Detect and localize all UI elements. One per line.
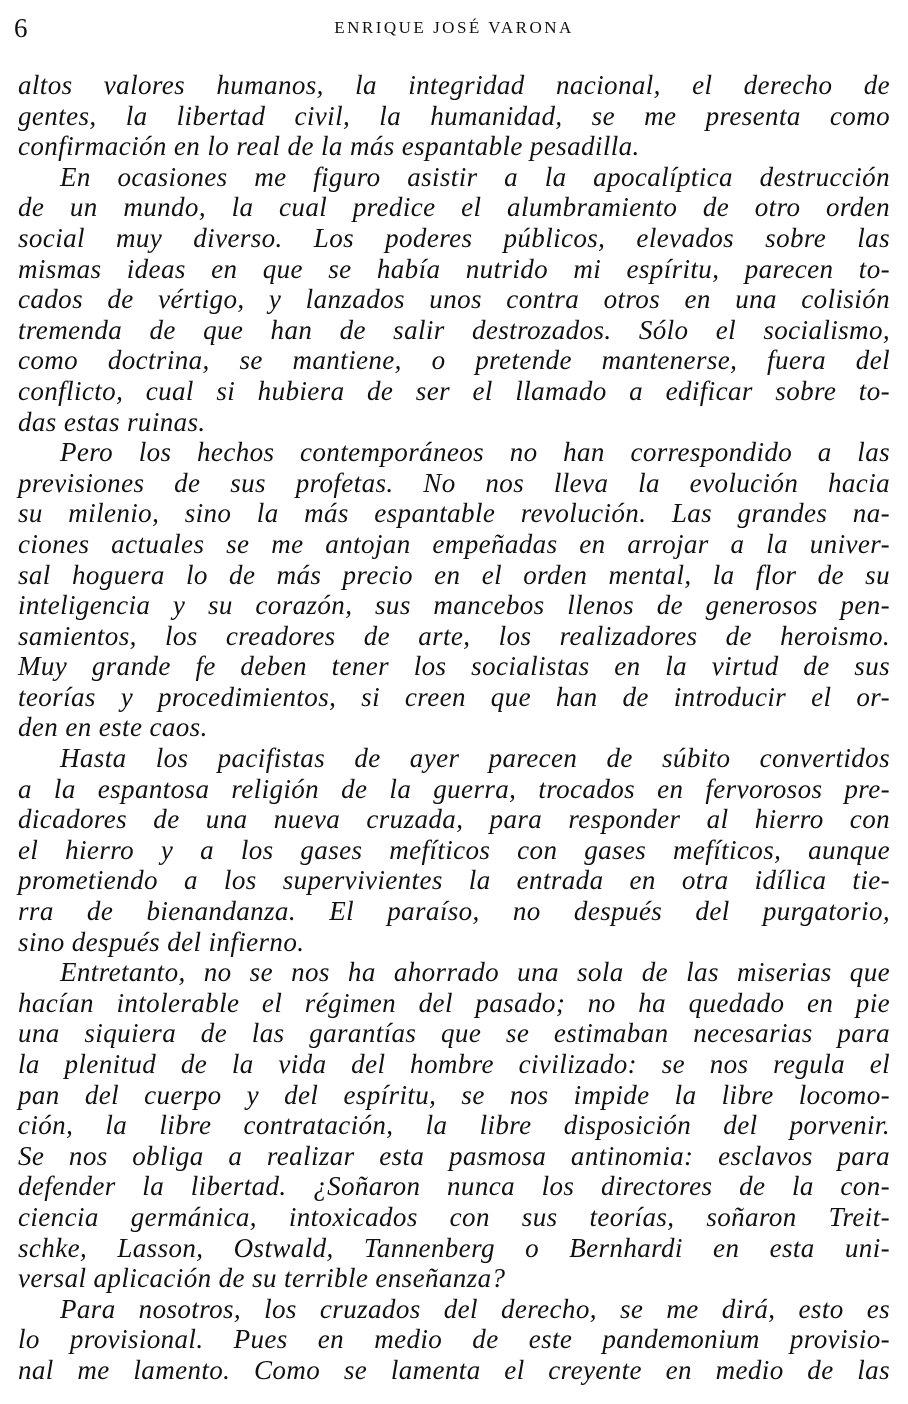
page-number: 6 <box>14 13 28 43</box>
text-line: Para nosotros, los cruzados del derecho, se me dirá, esto es <box>60 1293 890 1324</box>
text-line: gentes, la libertad civil, la humanidad, se me presenta como <box>18 100 890 131</box>
text-line: schke, Lasson, Ostwald, Tannenberg o Bernhardi en esta uni- <box>18 1232 890 1263</box>
text-line: prometiendo a los supervivientes la entrada en otra idílica tie- <box>18 865 890 896</box>
text-line: pan del cuerpo y del espíritu, se nos impide la libre locomo- <box>18 1079 890 1110</box>
text-line: Muy grande fe deben tener los socialistas en la virtud de sus <box>18 651 890 682</box>
text-line: altos valores humanos, la integridad nacional, el derecho de <box>18 70 890 100</box>
text-line: das estas ruinas. <box>18 406 206 437</box>
text-line: el hierro y a los gases mefíticos con gases mefíticos, aunque <box>18 834 890 865</box>
text-line: ción, la libre contratación, la libre disposición del porvenir. <box>18 1110 890 1141</box>
text-line: rra de bienandanza. El paraíso, no después del purgatorio, <box>18 896 890 927</box>
text-line: teorías y procedimientos, si creen que han de introducir el or- <box>18 681 890 712</box>
text-line: ciones actuales se me antojan empeñadas en arrojar a la univer- <box>18 528 890 559</box>
text-line: como doctrina, se mantiene, o pretende mantenerse, fuera del <box>18 345 890 376</box>
text-line: confirmación en lo real de la más espantable pesadilla. <box>18 131 640 162</box>
text-line: mismas ideas en que se había nutrido mi espíritu, parecen to- <box>18 253 890 284</box>
text-line: cados de vértigo, y lanzados unos contra otros en una colisión <box>18 284 890 315</box>
text-line: versal aplicación de su terrible enseñanza? <box>18 1263 506 1294</box>
text-line: tremenda de que han de salir destrozados. Sólo el socialismo, <box>18 314 890 345</box>
text-line: En ocasiones me figuro asistir a la apocalíptica destrucción <box>60 161 890 192</box>
text-line: hacían intolerable el régimen del pasado; no ha quedado en pie <box>18 987 890 1018</box>
text-line: lo provisional. Pues en medio de este pandemonium provisio- <box>18 1324 890 1355</box>
text-line: den en este caos. <box>18 712 208 743</box>
text-line: inteligencia y su corazón, sus mancebos llenos de generosos pen- <box>18 590 890 621</box>
running-head: ENRIQUE JOSÉ VARONA <box>334 18 574 37</box>
text-line: Entretanto, no se nos ha ahorrado una sola de las miserias que <box>60 957 890 988</box>
text-line: la plenitud de la vida del hombre civilizado: se nos regula el <box>18 1049 890 1079</box>
text-line: su milenio, sino la más espantable revolución. Las grandes na- <box>18 498 890 529</box>
text-line: Pero los hechos contemporáneos no han correspondido a las <box>60 437 890 468</box>
text-line: Hasta los pacifistas de ayer parecen de súbito convertidos <box>60 743 890 774</box>
text-line: samientos, los creadores de arte, los realizadores de heroismo. <box>18 620 890 651</box>
text-line: previsiones de sus profetas. No nos lleva la evolución hacia <box>18 467 890 498</box>
text-line: de un mundo, la cual predice el alumbramiento de otro orden <box>18 192 890 223</box>
text-line: nal me lamento. Como se lamenta el creyente en medio de las <box>18 1354 890 1385</box>
text-line: defender la libertad. ¿Soñaron nunca los directores de la con- <box>18 1171 890 1202</box>
text-line: social muy diverso. Los poderes públicos, elevados sobre las <box>18 222 890 253</box>
text-line: Se nos obliga a realizar esta pasmosa antinomia: esclavos para <box>18 1140 890 1171</box>
page-header <box>14 10 894 46</box>
text-line: sal hoguera lo de más precio en el orden mental, la flor de su <box>18 559 890 590</box>
text-line: sino después del infierno. <box>18 926 305 957</box>
text-line: dicadores de una nueva cruzada, para responder al hierro con <box>18 804 890 835</box>
text-line: una siquiera de las garantías que se estimaban necesarias para <box>18 1018 890 1049</box>
text-line: conflicto, cual si hubiera de ser el llamado a edificar sobre to- <box>18 375 890 406</box>
body-text <box>18 70 890 1386</box>
text-line: ciencia germánica, intoxicados con sus teorías, soñaron Treit- <box>18 1201 890 1232</box>
text-line: a la espantosa religión de la guerra, trocados en fervorosos pre- <box>18 773 890 804</box>
